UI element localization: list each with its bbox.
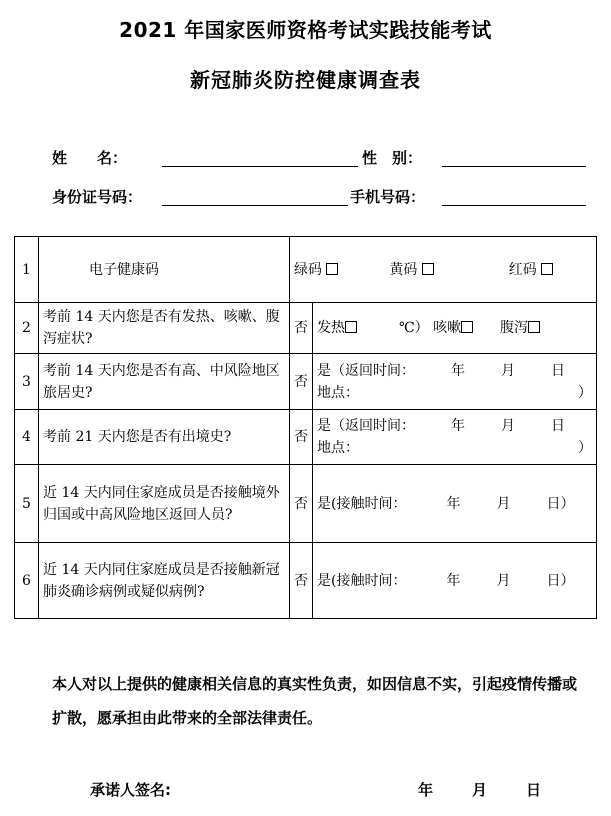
table-row xyxy=(15,237,597,303)
no-option[interactable]: 否 xyxy=(290,410,313,465)
close-paren: ） xyxy=(578,440,592,456)
day-label: 日 xyxy=(551,362,565,379)
contact-answer[interactable] xyxy=(313,543,597,619)
fever-checkbox[interactable] xyxy=(345,321,357,333)
temperature-unit: ℃） xyxy=(399,320,429,336)
month-label: 月 xyxy=(501,418,515,434)
row-number: 2 xyxy=(15,303,39,354)
health-code-options xyxy=(290,237,597,303)
year-label: 年 xyxy=(446,572,461,589)
health-survey-table xyxy=(14,236,597,619)
id-field[interactable] xyxy=(162,205,348,206)
day-label: 日） xyxy=(546,572,575,589)
phone-field[interactable] xyxy=(442,205,586,206)
question-text: 考前 14 天内您是否有高、中风险地区旅居史? xyxy=(39,354,290,410)
no-option[interactable]: 否 xyxy=(290,465,313,543)
contact-answer[interactable] xyxy=(313,465,597,543)
signature-label: 承诺人签名: xyxy=(90,781,171,799)
id-label: 身份证号码： xyxy=(52,188,143,206)
contact-time-prefix: 是(接触时间： xyxy=(317,495,407,512)
question-text: 电子健康码 xyxy=(39,237,290,303)
form-title: 新冠肺炎防控健康调查表 xyxy=(190,68,421,92)
day-label: 日 xyxy=(551,418,565,434)
yellow-code-checkbox[interactable] xyxy=(422,263,434,275)
place-label: 地点： xyxy=(317,440,359,456)
cough-label: 咳嗽 xyxy=(433,320,462,336)
return-time-prefix: 是（返回时间： xyxy=(317,418,415,434)
month-label: 月 xyxy=(496,572,511,589)
row-number: 3 xyxy=(15,354,39,410)
green-code-label: 绿码 xyxy=(294,261,322,278)
yellow-code-label: 黄码 xyxy=(389,261,418,278)
gender-label: 性 别： xyxy=(362,149,423,167)
travel-answer[interactable] xyxy=(313,354,597,410)
day-label: 日） xyxy=(546,495,575,512)
document-title: 2021 年国家医师资格考试实践技能考试 xyxy=(119,18,492,42)
phone-label: 手机号码： xyxy=(350,188,426,206)
row-number: 1 xyxy=(15,237,39,303)
table-row xyxy=(15,543,597,619)
diarrhea-label: 腹泻 xyxy=(500,320,529,336)
return-time-prefix: 是（返回时间： xyxy=(317,362,415,379)
row-number: 4 xyxy=(15,410,39,465)
name-label: 姓 名： xyxy=(52,149,128,167)
signature-day-label: 日 xyxy=(526,781,542,799)
month-label: 月 xyxy=(501,362,515,379)
question-text: 考前 21 天内您是否有出境史? xyxy=(39,410,290,465)
table-row xyxy=(15,303,597,354)
symptom-answer xyxy=(313,303,597,354)
place-label: 地点： xyxy=(317,384,359,401)
red-code-label: 红码 xyxy=(508,261,537,278)
gender-field[interactable] xyxy=(442,166,586,167)
table-row xyxy=(15,354,597,410)
table-row xyxy=(15,410,597,465)
contact-time-prefix: 是(接触时间： xyxy=(317,572,407,589)
year-label: 年 xyxy=(451,362,465,379)
no-option[interactable]: 否 xyxy=(290,303,313,354)
red-code-checkbox[interactable] xyxy=(541,263,553,275)
fever-label: 发热 xyxy=(317,320,345,336)
row-number: 5 xyxy=(15,465,39,543)
question-text: 考前 14 天内您是否有发热、咳嗽、腹泻症状? xyxy=(39,303,290,354)
table-row xyxy=(15,465,597,543)
signature-year-label: 年 xyxy=(418,781,434,799)
close-paren: ） xyxy=(578,384,592,401)
commitment-statement: 本人对以上提供的健康相关信息的真实性负责，如因信息不实，引起疫情传播或扩散，愿承担由此带来的全部法律责任。 xyxy=(52,675,578,727)
green-code-checkbox[interactable] xyxy=(326,263,338,275)
no-option[interactable]: 否 xyxy=(290,354,313,410)
signature-month-label: 月 xyxy=(472,781,488,799)
question-text: 近 14 天内同住家庭成员是否接触境外归国或中高风险地区返回人员? xyxy=(39,465,290,543)
year-label: 年 xyxy=(451,418,465,434)
cough-checkbox[interactable] xyxy=(461,321,473,333)
diarrhea-checkbox[interactable] xyxy=(528,321,540,333)
no-option[interactable]: 否 xyxy=(290,543,313,619)
overseas-answer[interactable] xyxy=(313,410,597,465)
month-label: 月 xyxy=(496,495,511,512)
question-text: 近 14 天内同住家庭成员是否接触新冠肺炎确诊病例或疑似病例? xyxy=(39,543,290,619)
name-field[interactable] xyxy=(162,166,358,167)
row-number: 6 xyxy=(15,543,39,619)
year-label: 年 xyxy=(446,495,461,512)
